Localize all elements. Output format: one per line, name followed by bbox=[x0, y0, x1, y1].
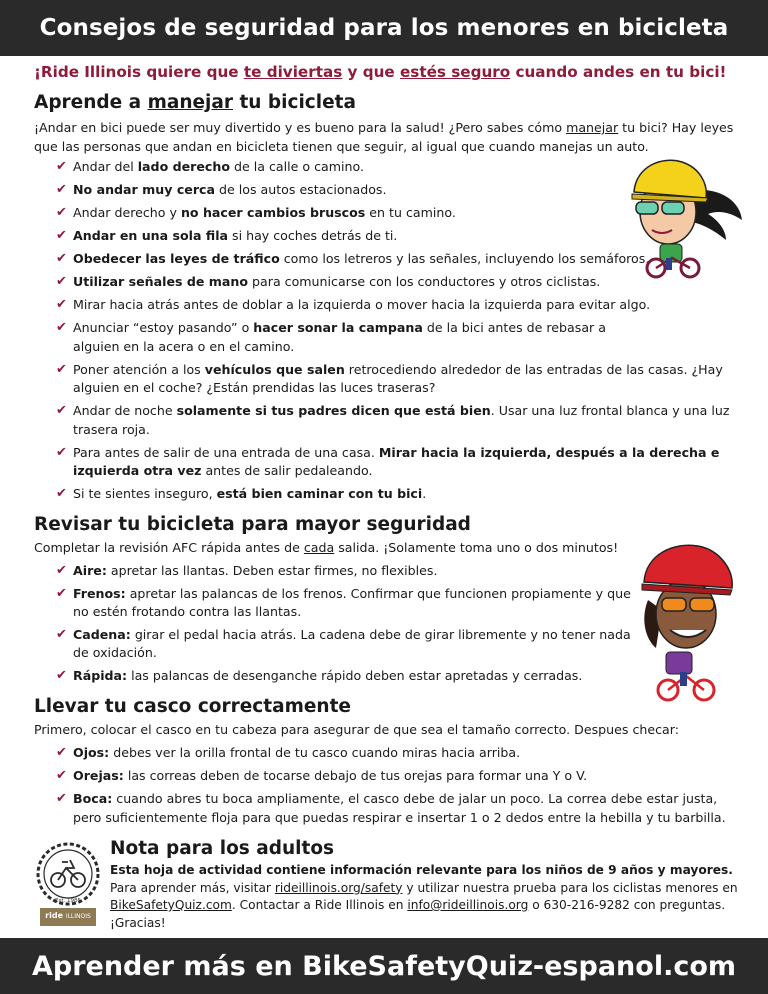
checkmark-icon: ✔ bbox=[56, 159, 67, 174]
list-item bbox=[56, 485, 656, 504]
page-title: Consejos de seguridad para los menores en bicicleta bbox=[39, 15, 729, 41]
tagline-part: cuando andes en tu bici! bbox=[510, 63, 727, 81]
tagline-part: y que bbox=[342, 63, 400, 81]
safety-link[interactable]: rideillinois.org/safety bbox=[274, 880, 403, 895]
item-bold: Frenos: bbox=[73, 585, 126, 601]
item-text: cuando abres tu boca ampliamente, el casco debe de jalar un poco. La correa debe estar justa, pero suficientemente floja para que puedas respirar e insertar 1 o 2 dedos entre la hebilla y tu barbilla. bbox=[73, 791, 726, 825]
section-intro-check bbox=[34, 538, 744, 557]
item-text: apretar las palancas de los frenos. Confirmar que funcionen propiamente y que no estén frotando contra las llantas. bbox=[73, 585, 631, 619]
list-item bbox=[56, 227, 656, 246]
quiz-link[interactable]: BikeSafetyQuiz.com bbox=[110, 898, 232, 912]
list-item bbox=[56, 562, 636, 581]
footer-text: Aprender más en BikeSafetyQuiz-espanol.com bbox=[31, 950, 737, 982]
checkmark-icon: ✔ bbox=[56, 745, 67, 760]
item-text: las palancas de desenganche rápido deben estar apretadas y cerradas. bbox=[127, 667, 583, 683]
item-text: de la bici antes de rebasar a alguien en la acera o en el camino. bbox=[73, 320, 606, 354]
item-text: como los letreros y las señales, incluyendo los semáforos. bbox=[279, 251, 650, 266]
item-bold: Cadena: bbox=[73, 626, 131, 642]
list-item bbox=[56, 296, 746, 315]
section-title-part: tu bicicleta bbox=[233, 92, 356, 113]
item-bold: Mirar hacia la izquierda, después a la derecha e izquierda otra vez bbox=[73, 444, 720, 478]
page-header bbox=[0, 0, 768, 56]
email-link[interactable]: info@rideillinois.org bbox=[407, 898, 529, 912]
item-bold: vehículos que salen bbox=[204, 361, 345, 377]
list-item bbox=[56, 319, 656, 356]
list-item bbox=[56, 273, 656, 292]
note-text: . Contactar a Ride Illinois en bbox=[231, 898, 408, 912]
item-bold: Utilizar señales de mano bbox=[73, 274, 249, 289]
item-text: Para antes de salir de una entrada de una casa. bbox=[73, 444, 379, 460]
item-text: antes de salir pedaleando. bbox=[201, 463, 373, 478]
checkmark-icon: ✔ bbox=[56, 205, 67, 220]
checkmark-icon: ✔ bbox=[56, 403, 67, 418]
item-text: Mirar hacia atrás antes de doblar a la izquierda o mover hacia la izquierda para evitar algo. bbox=[73, 297, 651, 312]
logo-year: Est. 1985 bbox=[55, 898, 81, 904]
item-text: si hay coches detrás de ti. bbox=[228, 228, 398, 243]
item-text: apretar las llantas. Deben estar firmes, no flexibles. bbox=[106, 563, 438, 578]
section-intro-helmet: Primero, colocar el casco en tu cabeza para asegurar de que sea el tamaño correcto. Despues checar: bbox=[34, 722, 679, 737]
list-item bbox=[56, 361, 746, 398]
intro-emphasis: manejar bbox=[566, 120, 619, 135]
item-text: Andar de noche bbox=[73, 403, 177, 418]
note-bold-line: Esta hoja de actividad contiene información relevante para los niños de 9 años y mayores. bbox=[110, 863, 733, 877]
list-item bbox=[56, 444, 746, 481]
tagline-emphasis: estés seguro bbox=[400, 63, 511, 81]
list-item bbox=[56, 744, 746, 763]
item-text: debes ver la orilla frontal de tu casco cuando miras hacia arriba. bbox=[109, 745, 521, 760]
item-bold: Ojos: bbox=[73, 745, 110, 760]
item-text: de la calle o camino. bbox=[230, 159, 364, 174]
item-text: . bbox=[422, 486, 427, 501]
item-text: para comunicarse con los conductores y otros ciclistas. bbox=[248, 274, 601, 289]
intro-part: salida. ¡Solamente toma uno o dos minutos! bbox=[334, 540, 619, 555]
checkmark-icon: ✔ bbox=[56, 791, 67, 806]
checkmark-icon: ✔ bbox=[56, 320, 67, 335]
ride-illinois-logo bbox=[36, 842, 100, 928]
section-title-part: Aprende a bbox=[34, 92, 148, 113]
intro-part: tu bici? Hay leyes que las personas que andan en bicicleta tienen que seguir, al igual que cuando manejas un auto. bbox=[34, 120, 734, 154]
intro-part: Completar la revisión AFC rápida antes de bbox=[34, 540, 304, 555]
list-item bbox=[56, 767, 746, 786]
tagline-part: ¡Ride Illinois quiere que bbox=[34, 63, 244, 81]
list-item bbox=[56, 158, 656, 177]
list-item bbox=[56, 250, 656, 269]
list-item bbox=[56, 626, 636, 663]
checkmark-icon: ✔ bbox=[56, 228, 67, 243]
item-bold: Boca: bbox=[73, 791, 113, 806]
item-bold: hacer sonar la campana bbox=[253, 320, 423, 335]
note-text: Para aprender más, visitar bbox=[110, 880, 275, 895]
item-text: Poner atención a los bbox=[73, 361, 205, 377]
checkmark-icon: ✔ bbox=[56, 182, 67, 197]
section-title-emphasis: manejar bbox=[147, 92, 233, 113]
checkmark-icon: ✔ bbox=[56, 297, 67, 312]
checkmark-icon: ✔ bbox=[56, 626, 67, 642]
item-bold: Andar en una sola fila bbox=[73, 228, 229, 243]
note-title: Nota para los adultos bbox=[110, 838, 335, 859]
list-item bbox=[56, 181, 656, 200]
item-text: retrocediendo alrededor de las entradas de las casas. ¿Hay alguien en el coche? ¿Están prendidas las luces traseras? bbox=[73, 361, 723, 395]
ride-rules-list bbox=[56, 158, 730, 504]
list-item bbox=[56, 790, 746, 827]
list-item bbox=[56, 204, 656, 223]
note-body bbox=[110, 862, 740, 932]
checkmark-icon: ✔ bbox=[56, 768, 67, 783]
item-bold: está bien caminar con tu bici bbox=[216, 486, 423, 501]
item-text: Andar derecho y bbox=[73, 205, 181, 220]
item-bold: no hacer cambios bruscos bbox=[180, 205, 366, 220]
checkmark-icon: ✔ bbox=[56, 563, 67, 578]
item-bold: lado derecho bbox=[137, 159, 230, 174]
page-footer bbox=[0, 938, 768, 994]
logo-word: ride bbox=[45, 911, 64, 920]
checkmark-icon: ✔ bbox=[56, 251, 67, 266]
checkmark-icon: ✔ bbox=[56, 585, 67, 601]
section-title-ride bbox=[34, 92, 356, 113]
item-bold: Obedecer las leyes de tráfico bbox=[73, 251, 280, 266]
boy-on-bike-illustration bbox=[640, 540, 740, 708]
list-item bbox=[56, 585, 636, 622]
item-text: en tu camino. bbox=[365, 205, 456, 220]
item-text: Andar del bbox=[73, 159, 138, 174]
item-text: las correas deben de tocarse debajo de tus orejas para formar una Y o V. bbox=[123, 768, 588, 783]
intro-emphasis: cada bbox=[303, 540, 335, 555]
item-bold: Aire: bbox=[73, 563, 107, 578]
logo-word: ILLINOIS bbox=[65, 913, 91, 920]
girl-on-bike-illustration bbox=[622, 150, 746, 280]
bike-check-list bbox=[56, 562, 636, 685]
list-item bbox=[56, 667, 626, 686]
item-text: girar el pedal hacia atrás. La cadena debe de girar libremente y no tener nada de oxidación. bbox=[73, 626, 631, 660]
tagline bbox=[34, 63, 744, 81]
item-bold: Orejas: bbox=[73, 768, 124, 783]
intro-part: ¡Andar en bici puede ser muy divertido y es bueno para la salud! ¿Pero sabes cómo bbox=[34, 120, 567, 135]
item-bold: Rápida: bbox=[73, 667, 128, 683]
list-item bbox=[56, 402, 746, 439]
section-title-helmet: Llevar tu casco correctamente bbox=[34, 696, 351, 717]
item-bold: No andar muy cerca bbox=[73, 182, 216, 197]
item-text: Si te sientes inseguro, bbox=[73, 486, 217, 501]
note-text: o 630-216-9282 con preguntas. ¡Gracias! bbox=[110, 898, 726, 930]
helmet-check-list bbox=[56, 744, 746, 827]
tagline-emphasis: te diviertas bbox=[243, 63, 343, 81]
checkmark-icon: ✔ bbox=[56, 274, 67, 289]
checkmark-icon: ✔ bbox=[56, 361, 67, 377]
item-text: Anunciar “estoy pasando” o bbox=[73, 320, 254, 335]
item-text: . Usar una luz frontal blanca y una luz trasera roja. bbox=[73, 403, 730, 437]
section-title-check: Revisar tu bicicleta para mayor seguridad bbox=[34, 514, 471, 535]
logo-wordmark bbox=[40, 911, 96, 920]
item-text: de los autos estacionados. bbox=[215, 182, 387, 197]
checkmark-icon: ✔ bbox=[56, 444, 67, 460]
checkmark-icon: ✔ bbox=[56, 667, 67, 683]
item-bold: solamente si tus padres dicen que está bien bbox=[176, 403, 491, 418]
note-text: y utilizar nuestra prueba para los ciclistas menores en bbox=[402, 880, 738, 895]
checkmark-icon: ✔ bbox=[56, 486, 67, 501]
